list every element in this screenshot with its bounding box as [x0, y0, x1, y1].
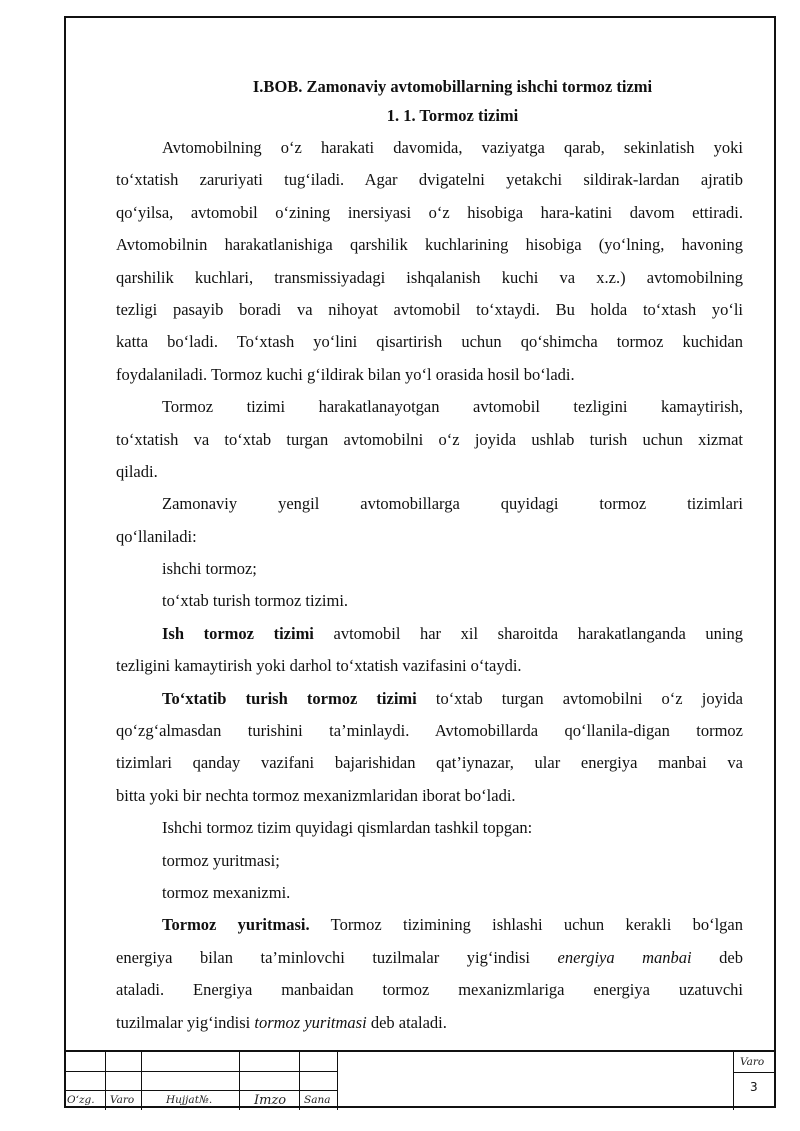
text-line: qarshilik kuchlari, transmissiyadagi ishqalanish kuchi va x.z.) avtomobilning [116, 267, 743, 287]
text-line: bitta yoki bir nechta tormoz mexanizmlaridan iborat bo‘ladi. [116, 785, 516, 805]
text-line [116, 942, 743, 974]
text-line [116, 683, 743, 715]
stamp-row-line [64, 1090, 338, 1091]
bold-term: Ish tormoz tizimi [162, 623, 314, 643]
stamp-row-line [64, 1071, 338, 1072]
text-line: Tormoz tizimi harakatlanayotgan avtomobil tezligini kamaytirish, [162, 397, 743, 417]
chapter-heading: I.BOB. Zamonaviy avtomobillarning ishchi tormoz tizmi [252, 77, 653, 96]
stamp-row-line [734, 1072, 776, 1073]
text-line: qo‘zg‘almasdan turishini ta’minlaydi. Avtomobillarda qo‘llanila-digan tormoz [116, 721, 743, 741]
list-item: tormoz yuritmasi; [162, 850, 280, 870]
text-line [116, 1007, 743, 1039]
text-line [116, 909, 743, 941]
page-number: 3 [750, 1080, 758, 1094]
text-line: Zamonaviy yengil avtomobillarga quyidagi tormoz tizimlari [162, 494, 743, 514]
text-line: tezligi pasayib boradi va nihoyat avtomobil to‘xtaydi. Bu holda to‘xtash yo‘li [116, 299, 743, 319]
text-run: to‘xtab turgan avtomobilni o‘z joyida [416, 688, 743, 708]
text-line: qo‘llaniladi: [116, 526, 197, 546]
section-heading: 1. 1. Tormoz tizimi [386, 106, 519, 125]
italic-term: energiya manbai [557, 947, 692, 967]
stamp-title-area [338, 1052, 734, 1110]
text-line: to‘xtatish va to‘xtab turgan avtomobilni o‘z joyida ushlab turish uchun xizmat [116, 429, 743, 449]
stamp-label-hujjat: Hujjat№. [166, 1094, 213, 1106]
document-body [116, 74, 743, 1039]
text-run: deb [691, 947, 743, 967]
text-line: Avtomobilning o‘z harakati davomida, vaziyatga qarab, sekinlatish yoki [162, 138, 743, 157]
text-line: katta bo‘ladi. To‘xtash yo‘lini qisartirish uchun qo‘shimcha tormoz kuchidan [116, 332, 743, 352]
text-run: energiya bilan ta’minlovchi tuzilmalar yig‘indisi [116, 947, 558, 967]
text-run: tuzilmalar yig‘indisi [116, 1012, 255, 1032]
list-item: to‘xtab turish tormoz tizimi. [162, 591, 349, 611]
text-line: to‘xtatish zaruriyati tug‘iladi. Agar dvigatelni yetakchi sildirak-lardan ajratib [116, 170, 743, 190]
stamp-label-imzo: Imzo [254, 1093, 287, 1108]
text-run: deb ataladi. [366, 1012, 447, 1032]
bold-term: To‘xtatib turish tormoz tizimi [162, 688, 417, 708]
stamp-label-sana: Sana [304, 1094, 331, 1106]
list-item: tormoz mexanizmi. [162, 882, 291, 902]
stamp-label-varo: Varo [110, 1094, 135, 1106]
text-line: Avtomobilnin harakatlanishiga qarshilik kuchlarining hisobiga (yo‘lning, havoning [116, 235, 743, 255]
text-line: qiladi. [116, 461, 158, 481]
text-line: qo‘yilsa, avtomobil o‘zining inersiyasi o‘z hisobiga hara-katini davom ettiradi. [116, 202, 743, 222]
title-block-stamp [64, 1050, 776, 1110]
text-line: tizimlari qanday vazifani bajarishidan qat’iynazar, ular energiya manbai va [116, 753, 743, 773]
text-line [116, 618, 743, 650]
text-line: Ishchi tormoz tizim quyidagi qismlardan tashkil topgan: [162, 818, 533, 838]
stamp-label-ozg: O‘zg. [67, 1094, 95, 1106]
list-item: ishchi tormoz; [162, 559, 257, 579]
text-run: Tormoz tizimining ishlashi uchun kerakli bo‘lgan [309, 915, 743, 935]
italic-term: tormoz yuritmasi [254, 1012, 367, 1032]
bold-term: Tormoz yuritmasi. [162, 915, 310, 935]
text-line: foydalaniladi. Tormoz kuchi g‘ildirak bilan yo‘l orasida hosil bo‘ladi. [116, 364, 575, 384]
text-line: ataladi. Energiya manbaidan tormoz mexanizmlariga energiya uzatuvchi [116, 980, 743, 1000]
stamp-sheet-label: Varo [740, 1056, 765, 1068]
text-run: avtomobil har xil sharoitda harakatlanganda uning [313, 623, 743, 643]
text-line: tezligini kamaytirish yoki darhol to‘xtatish vazifasini o‘taydi. [116, 656, 522, 676]
